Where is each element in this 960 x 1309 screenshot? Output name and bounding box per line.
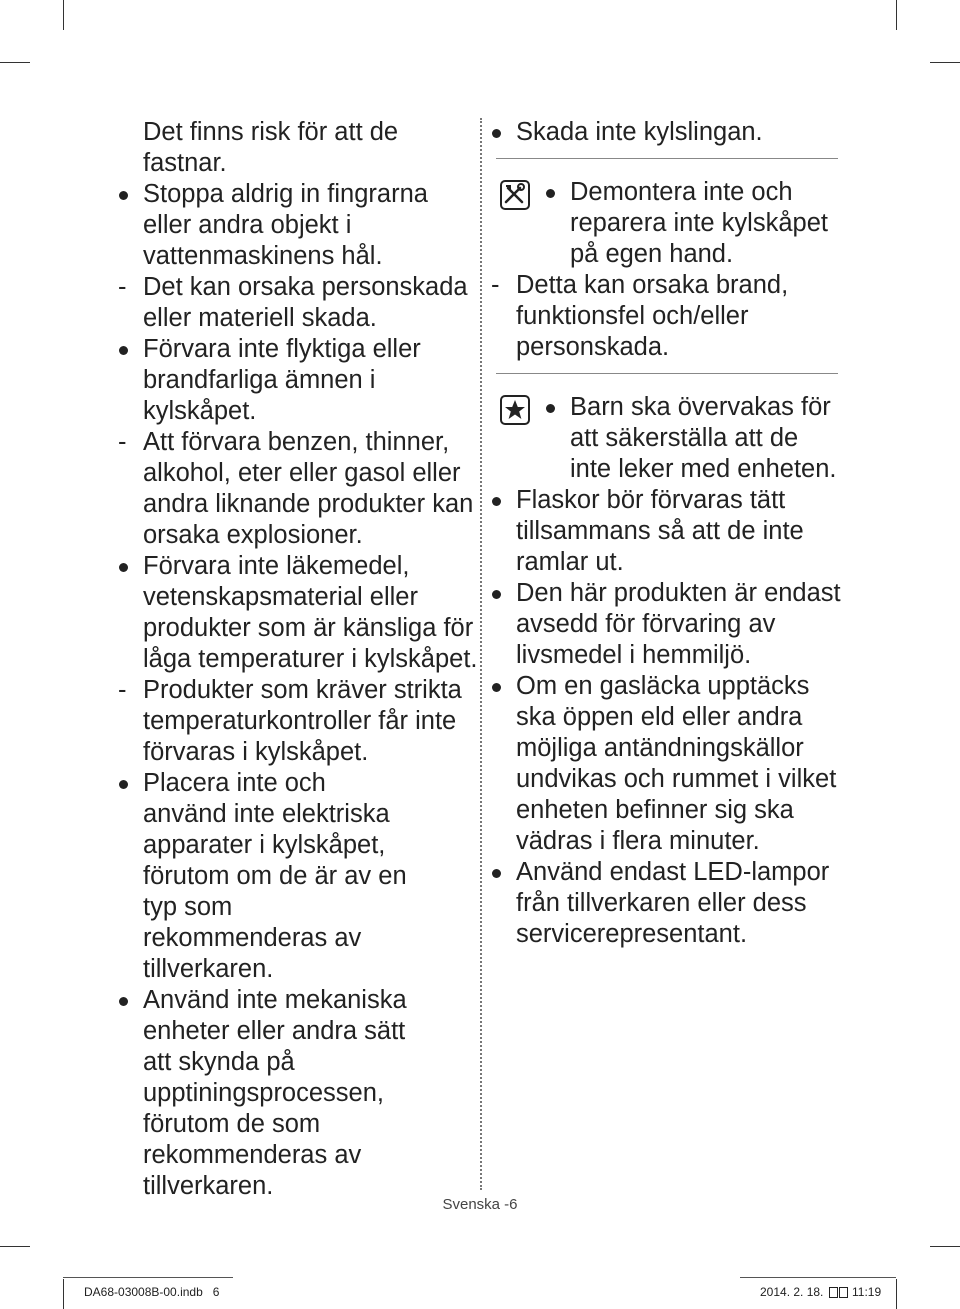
bullet-icon xyxy=(119,191,128,200)
bullet-item xyxy=(486,485,846,578)
crop-mark xyxy=(896,0,897,30)
page-number: Svenska -6 xyxy=(442,1196,518,1213)
crop-mark xyxy=(896,1279,897,1309)
star-warning-icon xyxy=(500,395,530,425)
item-text: Placera inte och använd inte elektriska apparater i kylskåpet, förutom om de är av en typ som rekommenderas av tillverkaren. xyxy=(143,769,407,983)
item-text: Den här produkten är endast avsedd för förvaring av livsmedel i hemmiljö. xyxy=(516,579,841,669)
bullet-item xyxy=(486,857,846,950)
slug-date: 2014. 2. 18. xyxy=(760,1285,824,1299)
bullet-icon xyxy=(119,997,128,1006)
right-column xyxy=(486,117,846,950)
item-text: Det kan orsaka personskada eller materiell skada. xyxy=(143,273,468,332)
item-text: Det finns risk för att de fastnar. xyxy=(143,118,399,177)
item-text: Barn ska övervakas för att säkerställa att de inte leker med enheten. xyxy=(570,393,837,483)
crop-mark xyxy=(63,0,64,30)
dash-item xyxy=(486,270,846,363)
crop-mark xyxy=(0,1246,30,1247)
crop-mark xyxy=(930,62,960,63)
slug-file: DA68-03008B-00.indb 6 xyxy=(84,1285,220,1299)
left-column xyxy=(113,117,483,1202)
item-text: Använd endast LED-lampor från tillverkaren eller dess servicerepresentant. xyxy=(516,858,830,948)
section-divider xyxy=(496,158,838,159)
bullet-item xyxy=(113,551,483,675)
bullet-item xyxy=(113,334,483,427)
crop-mark xyxy=(0,62,30,63)
slug-glyph-box xyxy=(839,1287,848,1298)
bullet-icon xyxy=(546,189,555,198)
bullet-icon xyxy=(492,129,501,138)
item-text: Stoppa aldrig in fingrarna eller andra objekt i vattenmaskinens hål. xyxy=(143,180,428,270)
item-text: Produkter som kräver strikta temperaturkontroller får inte förvaras i kylskåpet. xyxy=(143,676,462,766)
slug-time: 11:19 xyxy=(852,1285,882,1299)
item-text: Demontera inte och reparera inte kylskåpet på egen hand. xyxy=(570,178,828,268)
bullet-icon xyxy=(492,497,501,506)
child-warning xyxy=(486,392,846,485)
item-text: Använd inte mekaniska enheter eller andra sätt att skynda på upptiningsprocessen, förutom de som rekommenderas av tillverkaren. xyxy=(143,986,407,1200)
bullet-item xyxy=(113,985,413,1202)
dash-marker: - xyxy=(118,273,127,301)
bullet-icon xyxy=(492,869,501,878)
bullet-item xyxy=(486,117,846,148)
bullet-icon xyxy=(119,346,128,355)
item-text: Flaskor bör förvaras tätt tillsammans så att de inte ramlar ut. xyxy=(516,486,804,576)
dash-marker: - xyxy=(118,428,127,456)
slug-rule xyxy=(740,1277,896,1278)
wrench-screwdriver-icon xyxy=(500,180,530,210)
bullet-icon xyxy=(546,404,555,413)
slug-glyph-box xyxy=(829,1287,838,1298)
bullet-item xyxy=(486,671,846,857)
text-line xyxy=(113,117,483,179)
bullet-item xyxy=(113,768,413,985)
item-text: Förvara inte flyktiga eller brandfarliga ämnen i kylskåpet. xyxy=(143,335,421,425)
bullet-item xyxy=(113,179,483,272)
slug-rule xyxy=(63,1277,233,1278)
item-text: Skada inte kylslingan. xyxy=(516,118,763,146)
bullet-icon xyxy=(492,590,501,599)
crop-mark xyxy=(63,1279,64,1309)
repair-warning xyxy=(486,177,846,270)
dash-marker: - xyxy=(491,271,500,299)
item-text: Detta kan orsaka brand, funktionsfel och/eller personskada. xyxy=(516,271,789,361)
item-text: Att förvara benzen, thinner, alkohol, eter eller gasol eller andra liknande produkter kan orsaka explosioner. xyxy=(143,428,474,549)
dash-marker: - xyxy=(118,676,127,704)
bullet-icon xyxy=(119,780,128,789)
bullet-icon xyxy=(119,563,128,572)
dash-item xyxy=(113,272,483,334)
section-divider xyxy=(496,373,838,374)
item-text: Förvara inte läkemedel, vetenskapsmaterial eller produkter som är känsliga för låga temperaturer i kylskåpet. xyxy=(143,552,478,673)
dash-item xyxy=(113,427,483,551)
crop-mark xyxy=(930,1246,960,1247)
bullet-item xyxy=(486,578,846,671)
dash-item xyxy=(113,675,483,768)
item-text: Om en gasläcka upptäcks ska öppen eld eller andra möjliga antändningskällor undvikas och rummet i vilket enheten befinner sig ska vädras i flera minuter. xyxy=(516,672,837,855)
column-divider xyxy=(480,118,482,1190)
bullet-icon xyxy=(492,683,501,692)
